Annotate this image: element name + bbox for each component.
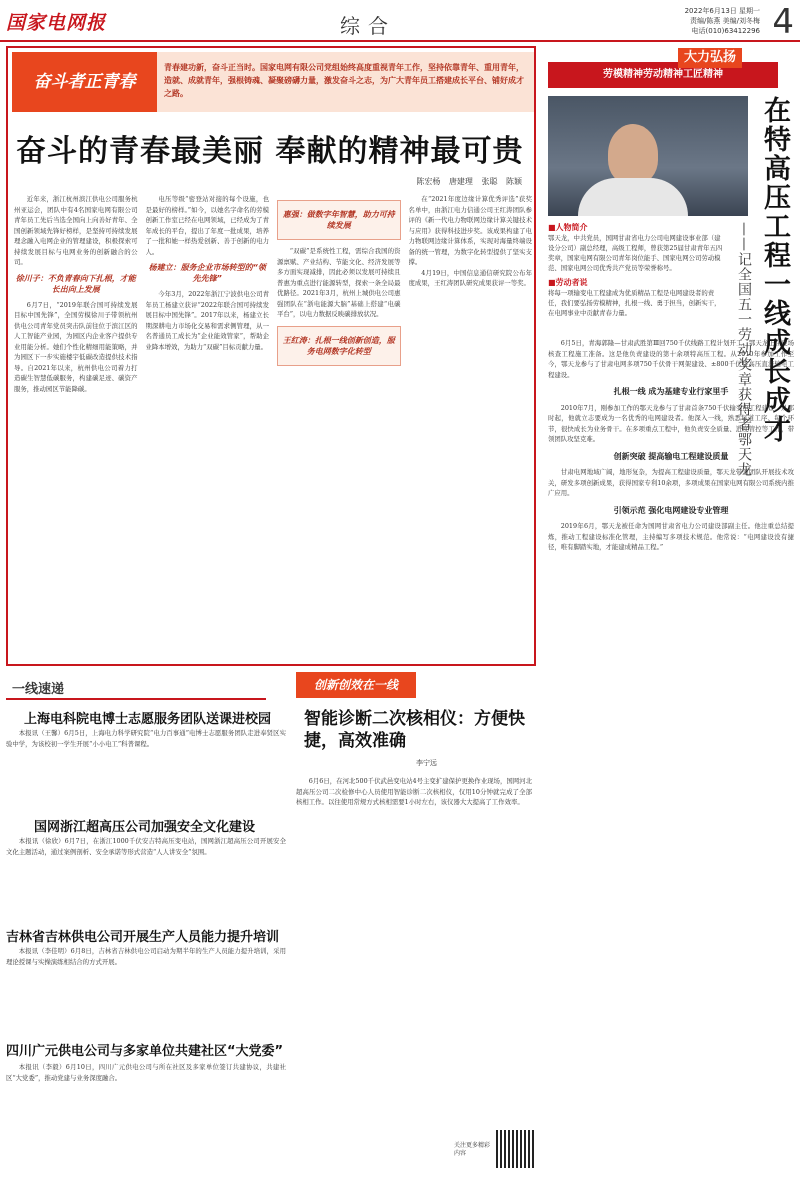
paragraph: 本报讯（李毅）6月10日，四川广元供电公司与所在社区及多家单位签订共建协议，共建社区“大党委”，推动党建与业务深度融合。 bbox=[6, 1063, 286, 1082]
brief-text bbox=[6, 1062, 286, 1162]
feature-headline: 智能诊断二次核相仪：方便快捷，高效准确 bbox=[304, 709, 525, 751]
qr-caption: 关注更多精彩内容 bbox=[454, 1142, 491, 1157]
brief-text bbox=[6, 836, 286, 916]
subhead: 引领示范 强化电网建设专业管理 bbox=[613, 504, 729, 515]
paragraph: 甘肃电网地域广阔，地形复杂，为提高工程建设质量，鄂天龙带领团队开展技术攻关，研发多项创新成果，获得国家专利10余项，多项成果在国家电网有限公司系统内推广应用。 bbox=[548, 468, 794, 497]
profile-vertical-title: 在特高压工程一线成长成才 bbox=[759, 96, 790, 444]
story-banner bbox=[12, 52, 534, 112]
masthead bbox=[0, 0, 800, 42]
top-story bbox=[6, 46, 536, 666]
paragraph: 电压等级“密登站对接的每个设施，也是最好的榜样。”如今，以她名字命名的劳模创新工作室已经在电网领域，已经成为了青年成长的平台，提出了年度一批成果，培养了一批和她一样热爱创新、善于创新的电力人。 bbox=[145, 195, 269, 256]
banner-tag: 奋斗者正青春 bbox=[12, 52, 157, 112]
profile-vertical-subtitle: ——记全国五一劳动奖章获得者鄂天龙 bbox=[736, 222, 752, 477]
paragraph: 在“2021年度边缘计算优秀评选”获奖名单中，由浙江电力信通公司王红涛团队参评的《新一代电力物联网边缘计算关键技术与应用》获得科技进步奖。该成果构建了电力物联网边缘计算体系，实现对海量终端设备的统一管理，为数字化转型提供了坚实支撑。 bbox=[408, 195, 532, 266]
paragraph: 2019年6月，鄂天龙被任命为国网甘肃省电力公司建设部副主任。他注重总结提炼，推动工程建设标准化管理，主持编写多项技术规范。他常说：“电网建设没有捷径，唯有脚踏实地，才能建成精品工程。” bbox=[548, 522, 794, 551]
brand-tag-big: 大力弘扬 bbox=[678, 48, 742, 68]
profile-sidebar bbox=[548, 50, 794, 1172]
subhead: 王红涛：扎根一线创新创造，服务电网数字化转型 bbox=[282, 335, 395, 356]
subhead: 创新突破 提高输电工程建设质量 bbox=[613, 450, 729, 461]
portrait-photo bbox=[548, 96, 748, 216]
subhead: 徐川子：不负青春向下扎根，才能长出向上发展 bbox=[15, 273, 136, 294]
issue-phone: 电话(010)63412296 bbox=[691, 27, 760, 35]
brief-text bbox=[6, 728, 286, 808]
story-byline: 陈宏杨 唐建理 张聪 陈颖 bbox=[416, 177, 522, 186]
paragraph: 6月7日，“2019年联合国可持续发展目标中国先锋”，全国劳模徐川子带领杭州供电公司青年党员突击队前往位于滨江区的人工智能产业园，为园区内企业客户提供专业用能分析。她们个性化精细用能策略，并为园区下一步实施楼宇低碳改造提供技术指导。自2021年以来，杭州供电公司着力打造碳生智慧低碳服务，构建碳足迹、碳资产服务，推动园区节能降碳。 bbox=[14, 300, 138, 393]
subhead-box bbox=[277, 200, 401, 240]
story-column-4 bbox=[409, 194, 533, 660]
brand-tag bbox=[548, 50, 778, 88]
brief-headline: 国网浙江超高压公司加强安全文化建设 bbox=[34, 820, 256, 835]
story-column-2 bbox=[146, 194, 270, 660]
paragraph: 6月6日，在河北500千伏武邑变电站4号主变扩建保护更换作业现场，国网河北超高压公司二次检修中心人员使用智能诊断二次核相仪，仅用10分钟就完成了全部核相工作。以往使用常规方式核相需要1小时左右，该仪器大大提高了工作效率。 bbox=[296, 777, 532, 806]
brief-text bbox=[6, 946, 286, 1026]
profile-text: 鄂天龙，中共党员，国网甘肃省电力公司电网建设事业部（建设分公司）副总经理，高级工程师，曾获第25届甘肃青年五四奖章，国家电网有限公司青年岗位能手、国家电网公司劳动模范、国家电网公司优秀共产党员等荣誉称号。 bbox=[548, 234, 723, 272]
paragraph: 本报讯（徐欣）6月7日，在浙江1000千伏安吉特高压变电站，国网浙江超高压公司开展安全文化主题活动，通过案例剖析、安全承诺等形式营造“人人讲安全”氛围。 bbox=[6, 837, 286, 856]
subhead-box bbox=[277, 326, 401, 366]
paragraph: 近年来，浙江杭州滨江供电公司服务杭州亚运会，团队中有4名国家电网有限公司青年员工先后当选全国向上向善好青年、全国创新领域先锋好榜样，是坚持可持续发展理念融入电网企业的管理建设，积极探索可持续发展目标与电网业务的创新融合的公司。 bbox=[14, 195, 138, 266]
paragraph: 本报讯（王馨）6月5日，上海电力科学研究院“电力百事通”电博士志愿服务团队走进奉贤区实验中学，为该校初一学生开展“小小电工”科普课程。 bbox=[6, 729, 286, 748]
feature-byline: 李宁远 bbox=[416, 759, 437, 767]
page-number: 4 bbox=[772, 2, 794, 42]
paragraph: “双碳”是系统性工程，需综合我国的资源禀赋、产业结构、节能文化、经济发展等多方面实现减排，因此必须以发展可持续且普惠为重点进行能源转型，探索一条全局最优路径。2021年3月，杭州上城供电公司惠强团队在“浙电能源大脑”基础上搭建“电碳平台”，以电力数据反映碳排放状况。 bbox=[277, 247, 401, 318]
banner-text: 青春建功新，奋斗正当时。国家电网有限公司党组始终高度重视青年工作，坚持依靠青年、重用青年，造就、成就青年，强根铸魂、凝聚磅礴力量，激发奋斗之志，为广大青年员工搭建成长平台、铺好成才之路。 bbox=[164, 63, 524, 98]
paragraph: 本报讯（李佳明）6月8日，吉林省吉林供电公司启动为期半年的生产人员能力提升培训，采用理论授课与实操演练相结合的方式开展。 bbox=[6, 947, 286, 966]
profile-box bbox=[548, 222, 724, 322]
brief-headline: 上海电科院电博士志愿服务团队送课进校园 bbox=[24, 712, 272, 727]
portrait-body bbox=[578, 178, 688, 216]
quote-label: ■劳动者说 bbox=[548, 278, 588, 287]
issue-editors: 责编/陈燕 美编/刘冬梅 bbox=[690, 17, 760, 25]
issue-date: 2022年6月13日 星期一 bbox=[684, 7, 760, 15]
paragraph: 4月19日，中国信息通信研究院公布年度成果，王红涛团队研究成果获评一等奖。 bbox=[408, 268, 532, 287]
quote-text: 将每一项输变电工程建成为优质精品工程是电网建设者的责任，我们要弘扬劳模精神，扎根一线、勇于担当，创新实干，在电网事业中贡献青春力量。 bbox=[548, 289, 721, 317]
brief-headline: 四川广元供电公司与多家单位共建社区“大党委” bbox=[6, 1044, 284, 1059]
profile-label: ■人物简介 bbox=[548, 223, 588, 232]
news-tag-label: 一线速递 bbox=[12, 682, 65, 697]
portrait-head bbox=[608, 124, 658, 184]
story-headline: 奋斗的青春最美丽 奉献的精神最可贵 bbox=[16, 134, 524, 169]
section-title: 综合 bbox=[340, 14, 396, 38]
subhead: 惠强：做数字年智慧，助力可持续发展 bbox=[282, 210, 395, 230]
brand-tag-text: 劳模精神劳动精神工匠精神 bbox=[603, 69, 723, 80]
newspaper-logo: 国家电网报 bbox=[6, 12, 107, 34]
story-column-1 bbox=[14, 194, 138, 660]
subhead: 扎根一线 成为基建专业行家里手 bbox=[613, 386, 729, 396]
news-tag-rule bbox=[6, 698, 266, 700]
brief-headline: 吉林省吉林供电公司开展生产人员能力提升培训 bbox=[6, 930, 280, 945]
feature-story bbox=[296, 672, 540, 1172]
story-columns bbox=[14, 194, 532, 660]
profile-body bbox=[548, 338, 794, 553]
paragraph: 2010年7月，刚参加工作的鄂天龙参与了甘肃首条750千伏输变电工程建设，从那时起，他就立志要成为一名优秀的电网建设者。他深入一线，熟悉每道工序、每个环节，很快成长为业务骨干。在多项重点工程中，他负责安全质量、进度管控等工作，带领团队攻坚克难。 bbox=[548, 403, 794, 443]
feature-text bbox=[296, 776, 532, 1126]
news-tag bbox=[6, 672, 266, 700]
qr-code-icon[interactable] bbox=[496, 1130, 534, 1168]
feature-tag: 创新创效在一线 bbox=[296, 672, 416, 698]
story-column-3 bbox=[277, 194, 401, 660]
issue-meta bbox=[685, 6, 760, 36]
subhead: 杨建立：服务企业市场转型的“领先先锋” bbox=[148, 263, 266, 283]
paragraph: 今年3月，2022年浙江宁波供电公司青年员工杨建立获评“2022年联合国可持续发展目标中国先锋”。2017年以来，杨建立长期深耕电力市场化交易和需求侧管理，从一名普通员工成长为“企业能效管家”，帮助企业降本增效，为助力“双碳”目标贡献力量。 bbox=[145, 290, 269, 351]
paragraph: 6月5日，青海郭隆—甘肃武胜第Ⅲ回750千伏线路工程计划开工，鄂天龙正在现场核查工程施工准备。这是他负责建设的第十余项特高压工程。从2010年参加工作至今，鄂天龙参与了甘肃电网多项750千伏骨干网架建设、±800千伏特高压直流输电工程建设。 bbox=[548, 339, 794, 379]
